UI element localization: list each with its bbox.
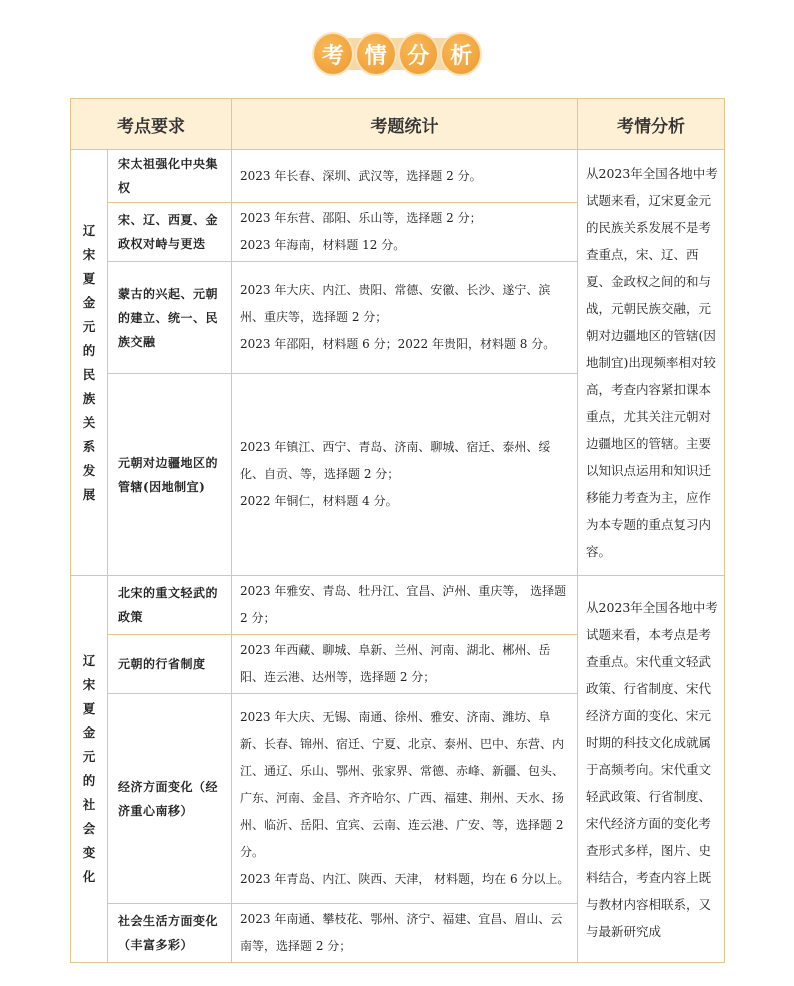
theme-char: 化 xyxy=(82,869,96,884)
theme-char: 族 xyxy=(82,390,96,406)
theme-char: 系 xyxy=(82,438,96,454)
title-char: 分 xyxy=(398,32,440,76)
header-statistics: 考题统计 xyxy=(232,99,578,150)
header-analysis: 考情分析 xyxy=(578,99,725,150)
stats-cell xyxy=(232,904,578,963)
theme-char: 发 xyxy=(82,462,96,478)
theme-char: 辽 xyxy=(82,222,96,238)
theme-char: 宋 xyxy=(82,246,96,262)
header-requirements: 考点要求 xyxy=(71,99,232,150)
stats-line: 2023 年海南，材料题 12 分。 xyxy=(240,238,406,252)
stats-line: 2023 年青岛、内江、陕西、天津， 材料题，均在 6 分以上。 xyxy=(240,872,570,886)
stats-cell xyxy=(232,150,578,203)
title-circles xyxy=(312,32,482,76)
point-requirement: 元朝的行省制度 xyxy=(108,635,232,694)
point-requirement: 元朝对边疆地区的管辖(因地制宜) xyxy=(108,374,232,576)
stats-cell xyxy=(232,262,578,374)
theme-char: 元 xyxy=(82,318,96,334)
section-theme xyxy=(71,150,108,576)
stats-line: 2023 年大庆、无锡、南通、徐州、雅安、济南、潍坊、阜新、长春、锦州、宿迁、宁夏、北京、泰州、巴中、东营、内江、通辽、乐山、鄂州、张家界、常德、赤峰、新疆、包头、广东、河南、金昌、齐齐哈尔、广西、福建、荆州、天水、扬州、临沂、岳阳、宜宾、云南、连云港、广安、等，选择题 2 分。 xyxy=(240,710,565,859)
exam-analysis-table xyxy=(70,98,725,963)
theme-char: 会 xyxy=(82,821,96,836)
point-requirement: 北宋的重文轻武的政策 xyxy=(108,576,232,635)
stats-line: 2023 年镇江、西宁、青岛、济南、聊城、宿迁、泰州、绥化、自贡、等，选择题 2 分； xyxy=(240,440,551,481)
stats-line: 2023 年东营、邵阳、乐山等，选择题 2 分； xyxy=(240,211,482,225)
title-char: 情 xyxy=(355,32,397,76)
point-requirement: 社会生活方面变化（丰富多彩） xyxy=(108,904,232,963)
analysis-text: 从2023年全国各地中考试题来看，辽宋夏金元的民族关系发展不是考查重点，宋、辽、西夏、金政权之间的和与战，元朝民族交融，元朝对边疆地区的管辖(因地制宜)出现频率相对较高，考查内容紧扣课本重点，尤其关注元朝对边疆地区的管辖。主要以知识点运用和知识迁移能力考查为主，应作为本专题的重点复习内容。 xyxy=(586,166,718,559)
theme-char: 宋 xyxy=(82,677,96,692)
stats-line: 2023 年大庆、内江、贵阳、常德、安徽、长沙、遂宁、滨州、重庆等，选择题 2 分； xyxy=(240,283,551,324)
theme-char: 夏 xyxy=(82,270,96,286)
theme-char: 民 xyxy=(82,366,96,382)
theme-char: 展 xyxy=(82,486,96,502)
title-char: 考 xyxy=(312,32,354,76)
stats-line: 2023 年西藏、聊城、阜新、兰州、河南、湖北、郴州、岳阳、连云港、达州等，选择题 2 分； xyxy=(240,643,551,684)
theme-char: 社 xyxy=(82,797,96,812)
point-requirement: 蒙古的兴起、元朝的建立、统一、民族交融 xyxy=(108,262,232,374)
theme-char: 的 xyxy=(82,342,96,358)
title-banner-wrap xyxy=(0,30,794,78)
theme-char: 关 xyxy=(82,414,96,430)
title-banner xyxy=(312,30,482,78)
theme-char: 辽 xyxy=(82,653,96,668)
header-row xyxy=(71,99,725,150)
analysis-text: 从2023年全国各地中考试题来看，本考点是考查重点。宋代重文轻武政策、行省制度、宋代经济方面的变化、宋元时期的科技文化成就属于高频考向。宋代重文轻武政策、行省制度、宋代经济方面的变化考查形式多样，图片、史料结合，考查内容上既与教材内容相联系，又与最新研究成 xyxy=(586,599,718,939)
stats-cell xyxy=(232,374,578,576)
theme-char: 变 xyxy=(82,845,96,860)
stats-line: 2023 年南通、攀枝花、鄂州、济宁、福建、宜昌、眉山、云南等，选择题 2 分； xyxy=(240,912,563,953)
table-row xyxy=(71,150,725,203)
stats-cell xyxy=(232,635,578,694)
point-requirement: 宋太祖强化中央集权 xyxy=(108,150,232,203)
stats-line: 2022 年铜仁，材料题 4 分。 xyxy=(240,494,398,508)
stats-cell xyxy=(232,694,578,904)
theme-char: 金 xyxy=(82,294,96,310)
stats-line: 2023 年雅安、青岛、牡丹江、宜昌、泸州、重庆等， 选择题 2 分； xyxy=(240,584,567,625)
theme-char: 元 xyxy=(82,749,96,764)
point-requirement: 经济方面变化（经济重心南移） xyxy=(108,694,232,904)
theme-char: 金 xyxy=(82,725,96,740)
stats-cell xyxy=(232,203,578,262)
stats-line: 2023 年长春、深圳、武汉等，选择题 2 分。 xyxy=(240,168,482,183)
stats-cell xyxy=(232,576,578,635)
table-row xyxy=(71,576,725,635)
theme-char: 的 xyxy=(82,773,96,788)
title-char: 析 xyxy=(440,32,482,76)
section-theme xyxy=(71,576,108,963)
analysis-cell xyxy=(578,576,725,963)
stats-line: 2023 年邵阳，材料题 6 分；2022 年贵阳，材料题 8 分。 xyxy=(240,337,556,351)
theme-char: 夏 xyxy=(82,701,96,716)
point-requirement: 宋、辽、西夏、金政权对峙与更迭 xyxy=(108,203,232,262)
analysis-cell xyxy=(578,150,725,576)
